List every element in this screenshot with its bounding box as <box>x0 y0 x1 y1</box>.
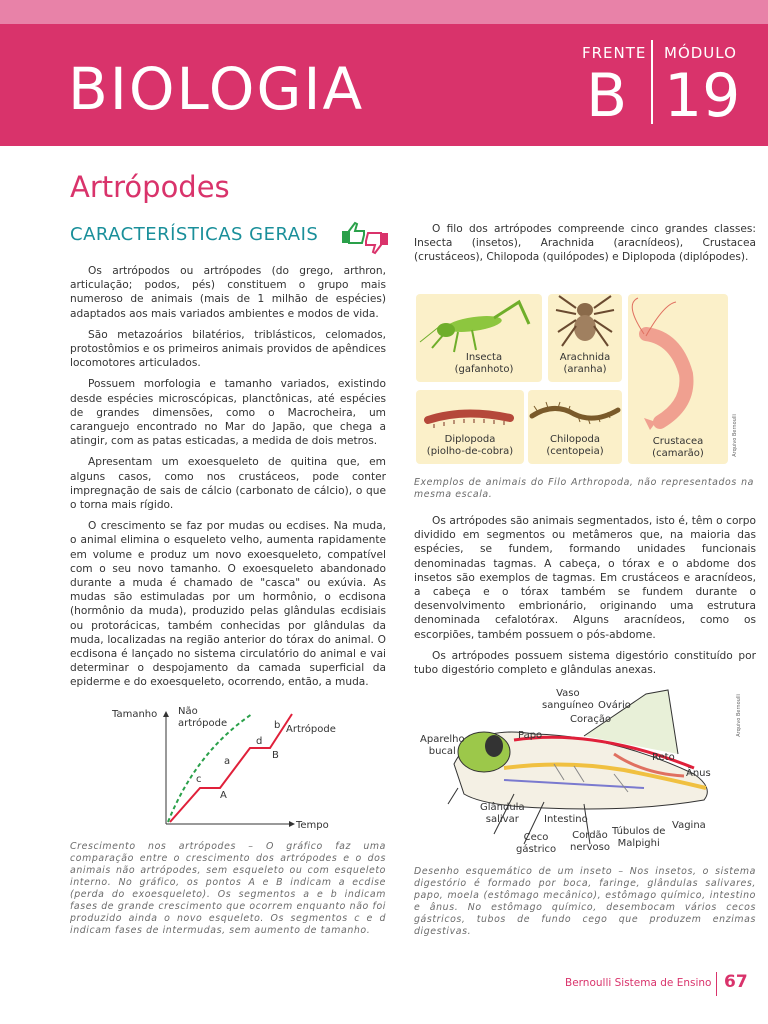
arthropod-label: Artrópode <box>286 724 336 735</box>
paragraph: O crescimento se faz por mudas ou ecdises. Na muda, o animal elimina o esqueleto velho, aumenta rapidamente em volume e produz um novo exoesqueleto, compatível com o seu novo tamanho. O exoesqueleto abandonado durante a muda é chamado de "casca" ou exúvia. As mudas são estimuladas por um hormônio, o ecdisona (hormônio da muda), produzido pelas glândulas ecdisiais ou protorácicas, também conhecidas por glândulas da muda, localizadas na região anterior do tórax do animal. O ecdisona é lançado no sistema circulatório do animal e vai determinar o despojamento da camada superficial da epiderme e do exoesqueleto, ocorrendo, então, a muda. <box>70 520 386 689</box>
paragraph: Apresentam um exoesqueleto de quitina que, em alguns casos, como nos crustáceos, pode conter impregnação de sais de cálcio (carbonato de cálcio), o que o torna mais rígido. <box>70 456 386 512</box>
point-A: A <box>220 790 227 801</box>
header-top-band <box>0 0 768 24</box>
paragraph: O filo dos artrópodes compreende cinco grandes classes: Insecta (insetos), Arachnida (aracnídeos), Crustacea (crustáceos), Chilopoda (quilópodes) e Diplopoda (diplópodes). <box>414 223 756 264</box>
point-d: d <box>256 736 263 747</box>
label-tubulos-malpighi: Túbulos de Malpighi <box>612 826 666 849</box>
thumbs-up-down-icon <box>340 219 390 255</box>
label-ceco-gastrico: Ceco gástrico <box>516 832 557 855</box>
point-c: c <box>196 774 202 785</box>
subject-title: BIOLOGIA <box>68 55 365 123</box>
frente-value: B <box>586 61 628 131</box>
paragraph: São metazoários bilatérios, triblásticos, celomados, protostômios e os primeiros animais providos de apêndices locomotores articulados. <box>70 328 386 370</box>
label-papo: Papo <box>518 730 543 741</box>
spider-icon <box>556 296 614 346</box>
paragraph: Os artrópodes possuem sistema digestório constituído por tubo digestório completo e glândulas anexas. <box>414 649 756 677</box>
paragraph: Os artrópodes são animais segmentados, isto é, têm o corpo dividido em segmentos ou metâmeros que, na maioria das espécies, se fundem, formando unidades funcionais denominadas tagmas. A cabeça, o tórax e o abdome dos insetos são exemplos de tagmas. Em crustáceos e aracnídeos, a cabeça e o tórax também se fundem durante o desenvolvimento embrionário, originando uma estrutura denominada cefalotórax. Alguns aracnídeos, como os escorpiões, também possuem o pós-abdome. <box>414 515 756 641</box>
label-ovario: Ovário <box>598 700 631 711</box>
section-title: Artrópodes <box>70 170 230 204</box>
image-credit: Arquivo Bernoulli <box>732 414 738 457</box>
shrimp-icon <box>632 298 686 430</box>
arachnida-label: Arachnida (aranha) <box>559 352 611 375</box>
right-column <box>414 514 756 684</box>
label-vaso-sanguineo: Vaso sanguíneo <box>542 688 594 711</box>
label-reto: Reto <box>652 752 675 763</box>
growth-graph-drawing <box>106 702 356 834</box>
modulo-value: 19 <box>664 61 741 131</box>
image-credit: Arquivo Bernoulli <box>736 694 742 737</box>
footer-divider <box>716 972 717 996</box>
crustacea-label: Crustacea (camarão) <box>652 436 704 459</box>
non-arthropod-label: Não artrópode <box>178 706 228 729</box>
frente-label: FRENTE <box>582 44 647 62</box>
x-axis-label: Tempo <box>296 820 329 831</box>
label-vagina: Vagina <box>672 820 706 831</box>
left-column <box>70 264 386 697</box>
chilopoda-label: Chilopoda (centopeia) <box>546 434 604 457</box>
label-cordao-nervoso: Cordão nervoso <box>570 830 610 853</box>
header-divider <box>651 40 653 124</box>
graph-caption: Crescimento nos artrópodes – O gráfico faz uma comparação entre o crescimento dos artrópodes e o dos animais não artrópodes, sem esqueleto ou com esqueleto interno. No gráfico, os pontos A e B indicam a ecdise (perda do exoesqueleto). Os segmentos a e b indicam fases de grande crescimento que ocorrem enquanto não foi produzido ainda o novo esqueleto. Os segmentos c e d indicam fases de intermudas, sem aumento de tamanho. <box>70 841 386 936</box>
paragraph: Os artrópodos ou artrópodes (do grego, arthron, articulação; podos, pés) constituem o grupo mais numeroso de animais (mais de 1 milhão de espécies) adaptados aos mais variados ambientes e modos de vida. <box>70 265 386 320</box>
label-aparelho-bucal: Aparelho bucal <box>420 734 465 757</box>
point-B: B <box>272 750 279 761</box>
thumbs-down-icon <box>366 233 388 253</box>
y-axis-label: Tamanho <box>112 709 158 720</box>
label-coracao: Coração <box>570 714 612 725</box>
centipede-icon <box>532 402 618 424</box>
animals-caption: Exemplos de animais do Filo Arthropoda, não representados na mesma escala. <box>414 477 754 500</box>
insecta-label: Insecta (gafanhoto) <box>454 352 514 375</box>
subsection-title: CARACTERÍSTICAS GERAIS <box>70 224 319 245</box>
page-header <box>0 24 768 146</box>
label-intestino: Intestino <box>544 814 588 825</box>
label-glandula-salivar: Glândula salivar <box>480 802 525 825</box>
non-arthropod-curve <box>168 714 252 822</box>
thumbs-up-icon <box>342 223 364 243</box>
diplopoda-label: Diplopoda (piolho-de-cobra) <box>426 434 514 457</box>
growth-graph <box>106 702 356 834</box>
arthropod-classes-figure <box>414 294 744 470</box>
modulo-label: MÓDULO <box>664 44 737 62</box>
publisher-name: Bernoulli Sistema de Ensino <box>565 977 712 989</box>
right-intro <box>414 222 756 272</box>
page-number: 67 <box>724 972 748 992</box>
label-anus: Ânus <box>686 768 711 779</box>
millipede-icon <box>428 413 510 428</box>
paragraph: Possuem morfologia e tamanho variados, existindo desde espécies microscópicas, planctônicas, até espécies de grandes dimensões, como o Macrocheira, um caranguejo encontrado no Mar do Japão, que chega a atingir, com as patas esticadas, a medida de dois metros. <box>70 378 386 448</box>
grasshopper-icon <box>420 302 529 352</box>
insect-diagram <box>414 684 754 860</box>
point-b: b <box>274 720 281 731</box>
insect-caption: Desenho esquemático de um inseto – Nos insetos, o sistema digestório é formado por boca, faringe, glândulas salivares, papo, moela (estômago mecânico), estômago químico, intestino e ânus. No estômago químico, desembocam vários cecos gástricos, tubos de fundo cego que produzem enzimas digestivas. <box>414 866 756 937</box>
point-a: a <box>224 756 231 767</box>
